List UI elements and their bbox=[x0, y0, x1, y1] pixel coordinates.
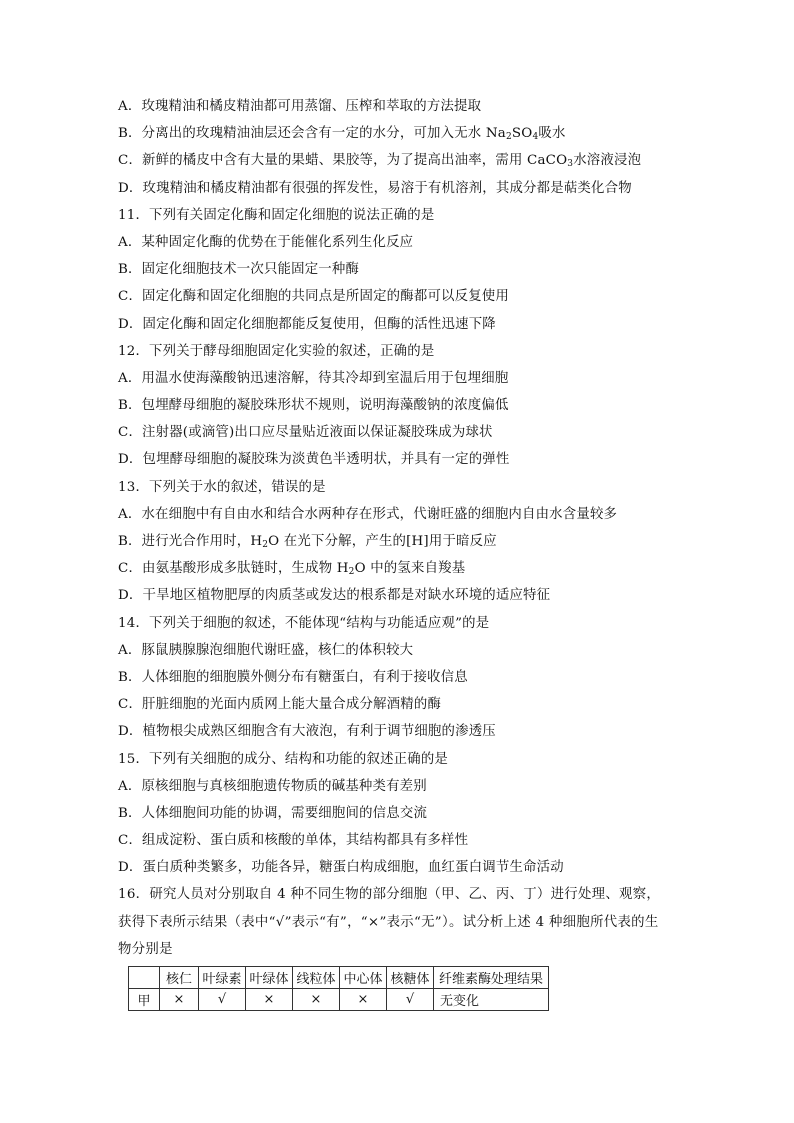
table-cell: √ bbox=[199, 989, 246, 1011]
table-header-cell: 中心体 bbox=[340, 967, 387, 989]
text-line bbox=[118, 582, 678, 609]
document-page bbox=[118, 93, 678, 1011]
text-line bbox=[118, 555, 678, 582]
text-span: 吸水 bbox=[538, 126, 566, 142]
text-span: B．人体细胞的细胞膜外侧分布有糖蛋白，有利于接收信息 bbox=[118, 669, 468, 685]
table-header-cell: 纤维素酶处理结果 bbox=[434, 967, 549, 989]
text-span: B．包埋酵母细胞的凝胶珠形状不规则，说明海藻酸钠的浓度偏低 bbox=[118, 398, 509, 414]
table-cell: × bbox=[246, 989, 293, 1011]
text-line bbox=[118, 610, 678, 637]
table-header-cell: 线粒体 bbox=[293, 967, 340, 989]
subscript: 2 bbox=[505, 132, 512, 143]
text-line bbox=[118, 392, 678, 419]
text-line bbox=[118, 93, 678, 120]
text-span: B．进行光合作用时，H bbox=[118, 534, 263, 549]
text-line bbox=[118, 229, 678, 256]
text-span: A．某种固定化酶的优势在于能催化系列生化反应 bbox=[118, 234, 414, 250]
text-line bbox=[118, 637, 678, 664]
table-header-row bbox=[129, 967, 549, 989]
text-line bbox=[118, 718, 678, 745]
text-span: D．植物根尖成熟区细胞含有大液泡，有利于调节细胞的渗透压 bbox=[118, 724, 496, 740]
text-line bbox=[118, 691, 678, 718]
table-cell: × bbox=[160, 989, 199, 1011]
text-line bbox=[118, 664, 678, 691]
text-line bbox=[118, 827, 678, 854]
text-span: 11．下列有关固定化酶和固定化细胞的说法正确的是 bbox=[118, 207, 435, 223]
text-line bbox=[118, 365, 678, 392]
table-cell: × bbox=[293, 989, 340, 1011]
table-row bbox=[129, 989, 549, 1011]
text-span: A．原核细胞与真核细胞遗传物质的碱基种类有差别 bbox=[118, 778, 427, 794]
text-span: D．包埋酵母细胞的凝胶珠为淡黄色半透明状，并具有一定的弹性 bbox=[118, 452, 510, 468]
text-span: O 中的氢来自羧基 bbox=[354, 561, 466, 577]
text-span: A．玫瑰精油和橘皮精油都可用蒸馏、压榨和萃取的方法提取 bbox=[118, 99, 482, 114]
text-span: 15．下列有关细胞的成分、结构和功能的叙述正确的是 bbox=[118, 751, 449, 767]
text-line bbox=[118, 528, 678, 555]
text-span: 13．下列关于水的叙述，错误的是 bbox=[118, 479, 326, 495]
table-header-cell: 叶绿素 bbox=[199, 967, 246, 989]
text-line bbox=[118, 256, 678, 283]
text-span: C．肝脏细胞的光面内质网上能大量合成分解酒精的酶 bbox=[118, 697, 442, 713]
text-span: A．用温水使海藻酸钠迅速溶解，待其冷却到室温后用于包埋细胞 bbox=[118, 370, 509, 386]
text-span: C．注射器(或滴管)出口应尽量贴近液面以保证凝胶珠成为球状 bbox=[118, 425, 493, 441]
text-line bbox=[118, 746, 678, 773]
text-line bbox=[118, 501, 678, 528]
table-header-cell bbox=[129, 967, 160, 989]
text-span: O 在光下分解，产生的[H]用于暗反应 bbox=[268, 534, 497, 549]
table-cell: √ bbox=[387, 989, 434, 1011]
text-line bbox=[118, 800, 678, 827]
text-span: 水溶液浸泡 bbox=[573, 153, 642, 169]
text-line bbox=[118, 419, 678, 446]
text-line bbox=[118, 773, 678, 800]
text-span: D．干旱地区植物肥厚的肉质茎或发达的根系都是对缺水环境的适应特征 bbox=[118, 588, 551, 604]
text-span: B．人体细胞间功能的协调，需要细胞间的信息交流 bbox=[118, 805, 428, 821]
text-line bbox=[118, 283, 678, 310]
text-line bbox=[118, 120, 678, 147]
table-cell: 无变化 bbox=[434, 989, 549, 1011]
text-line bbox=[118, 854, 678, 881]
text-line bbox=[118, 338, 678, 365]
text-span: 14．下列关于细胞的叙述，不能体现“结构与功能适应观”的是 bbox=[118, 615, 490, 631]
table-cell: 甲 bbox=[129, 989, 160, 1011]
text-line bbox=[118, 474, 678, 501]
table-header-cell: 核糖体 bbox=[387, 967, 434, 989]
results-table bbox=[128, 966, 549, 1011]
text-line bbox=[118, 311, 678, 338]
text-line bbox=[118, 202, 678, 229]
table-header-cell: 核仁 bbox=[160, 967, 199, 989]
table-header-cell: 叶绿体 bbox=[246, 967, 293, 989]
text-line bbox=[118, 175, 678, 202]
subscript: 2 bbox=[348, 567, 355, 578]
text-span: SO bbox=[511, 126, 533, 142]
text-span: D．固定化酶和固定化细胞都能反复使用，但酶的活性迅速下降 bbox=[118, 316, 496, 332]
text-span: 12．下列关于酵母细胞固定化实验的叙述，正确的是 bbox=[118, 343, 435, 359]
text-span: A．豚鼠胰腺腺泡细胞代谢旺盛，核仁的体积较大 bbox=[118, 642, 414, 658]
table-cell: × bbox=[340, 989, 387, 1011]
text-line bbox=[118, 446, 678, 473]
subscript: 2 bbox=[262, 540, 269, 550]
text-span: C．固定化酶和固定化细胞的共同点是所固定的酶都可以反复使用 bbox=[118, 289, 509, 305]
text-line bbox=[118, 147, 678, 174]
subscript: 4 bbox=[532, 132, 539, 143]
question-lines bbox=[118, 93, 678, 881]
text-span: C．由氨基酸形成多肽链时，生成物 H bbox=[118, 561, 349, 577]
text-span: D．蛋白质种类繁多，功能各异，糖蛋白构成细胞，血红蛋白调节生命活动 bbox=[118, 860, 564, 876]
text-span: B．固定化细胞技术一次只能固定一种酶 bbox=[118, 262, 360, 278]
subscript: 3 bbox=[567, 159, 574, 170]
text-span: D．玫瑰精油和橘皮精油都有很强的挥发性，易溶于有机溶剂，其成分都是萜类化合物 bbox=[118, 180, 632, 196]
text-span: C．组成淀粉、蛋白质和核酸的单体，其结构都具有多样性 bbox=[118, 833, 469, 849]
text-span: C．新鲜的橘皮中含有大量的果蜡、果胶等，为了提高出油率，需用 CaCO bbox=[118, 153, 568, 169]
question-16-text: 16．研究人员对分别取自 4 种不同生物的部分细胞（甲、乙、丙、丁）进行处理、观察，获得下表所示结果（表中“√”表示“有”，“×”表示“无”）。试分析上述 4 种细胞所代表的生物分别是 bbox=[118, 887, 661, 957]
text-span: A．水在细胞中有自由水和结合水两种存在形式，代谢旺盛的细胞内自由水含量较多 bbox=[118, 506, 618, 522]
text-span: B．分离出的玫瑰精油油层还会含有一定的水分，可加入无水 Na bbox=[118, 126, 506, 142]
